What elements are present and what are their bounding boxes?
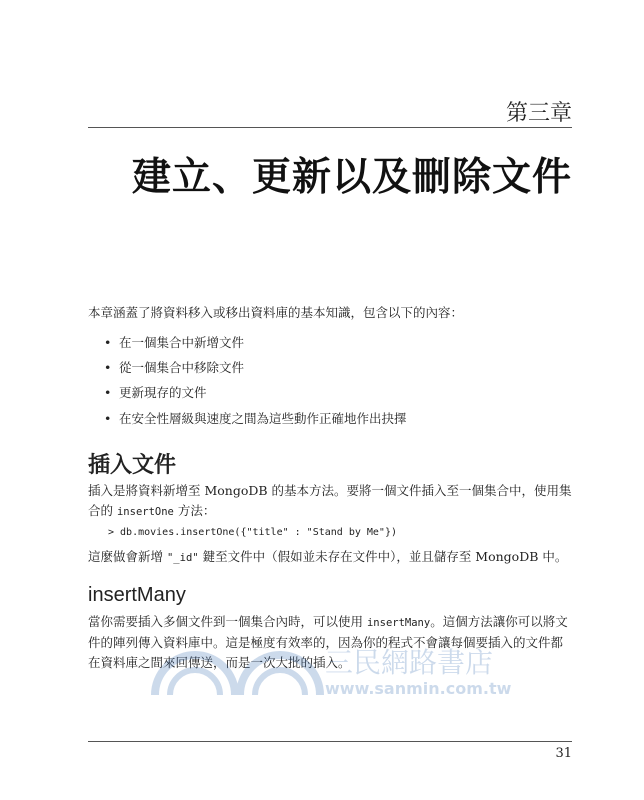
inline-code: "_id" [166, 552, 199, 564]
section-heading: 插入文件 [88, 453, 177, 478]
bullet-text: 更新現存的文件 [119, 385, 207, 400]
inline-code: insertOne [116, 506, 174, 518]
bullet-text: 從一個集合中移除文件 [119, 360, 245, 375]
bullet-item: • 在一個集合中新增文件 [104, 335, 245, 350]
subsection-heading: insertMany [88, 584, 186, 606]
chapter-label: 第三章 [505, 101, 572, 126]
chapter-title: 建立、更新以及刪除文件 [131, 155, 572, 200]
svg-text:www.sanmin.com.tw: www.sanmin.com.tw [325, 679, 512, 698]
bullet-text: 在一個集合中新增文件 [119, 335, 245, 350]
paragraph: 插入是將資料新增至 MongoDB 的基本方法。要將一個文件插入至一個集合中，使用集合的 insertOne 方法： [88, 483, 572, 518]
paragraph: 這麼做會新增 "_id" 鍵至文件中（假如並未存在文件中），並且儲存至 MongoDB 中。 [88, 549, 568, 564]
inline-code: insertMany [366, 617, 431, 629]
bullet-item: • 從一個集合中移除文件 [104, 360, 245, 375]
bullet-item: • 更新現存的文件 [104, 385, 207, 400]
intro-paragraph: 本章涵蓋了將資料移入或移出資料庫的基本知識，包含以下的內容： [88, 305, 464, 320]
header-rule [88, 127, 572, 128]
footer-rule [88, 741, 572, 742]
paragraph: 當你需要插入多個文件到一個集合內時，可以使用 insertMany。這個方法讓你可以將文件的陣列傳入資料庫中。這是極度有效率的，因為你的程式不會讓每個要插入的文件都在資料庫之間來回傳送，而是一次大批的插入。 [88, 614, 568, 670]
bullet-item: • 在安全性層級與速度之間為這些動作正確地作出抉擇 [104, 411, 407, 426]
page-number: 31 [555, 746, 572, 761]
code-block: > db.movies.insertOne({"title" : "Stand by Me"}) [108, 527, 397, 538]
bullet-text: 在安全性層級與速度之間為這些動作正確地作出抉擇 [119, 411, 407, 426]
svg-text:三民網路書店: 三民網路書店 [325, 646, 494, 679]
